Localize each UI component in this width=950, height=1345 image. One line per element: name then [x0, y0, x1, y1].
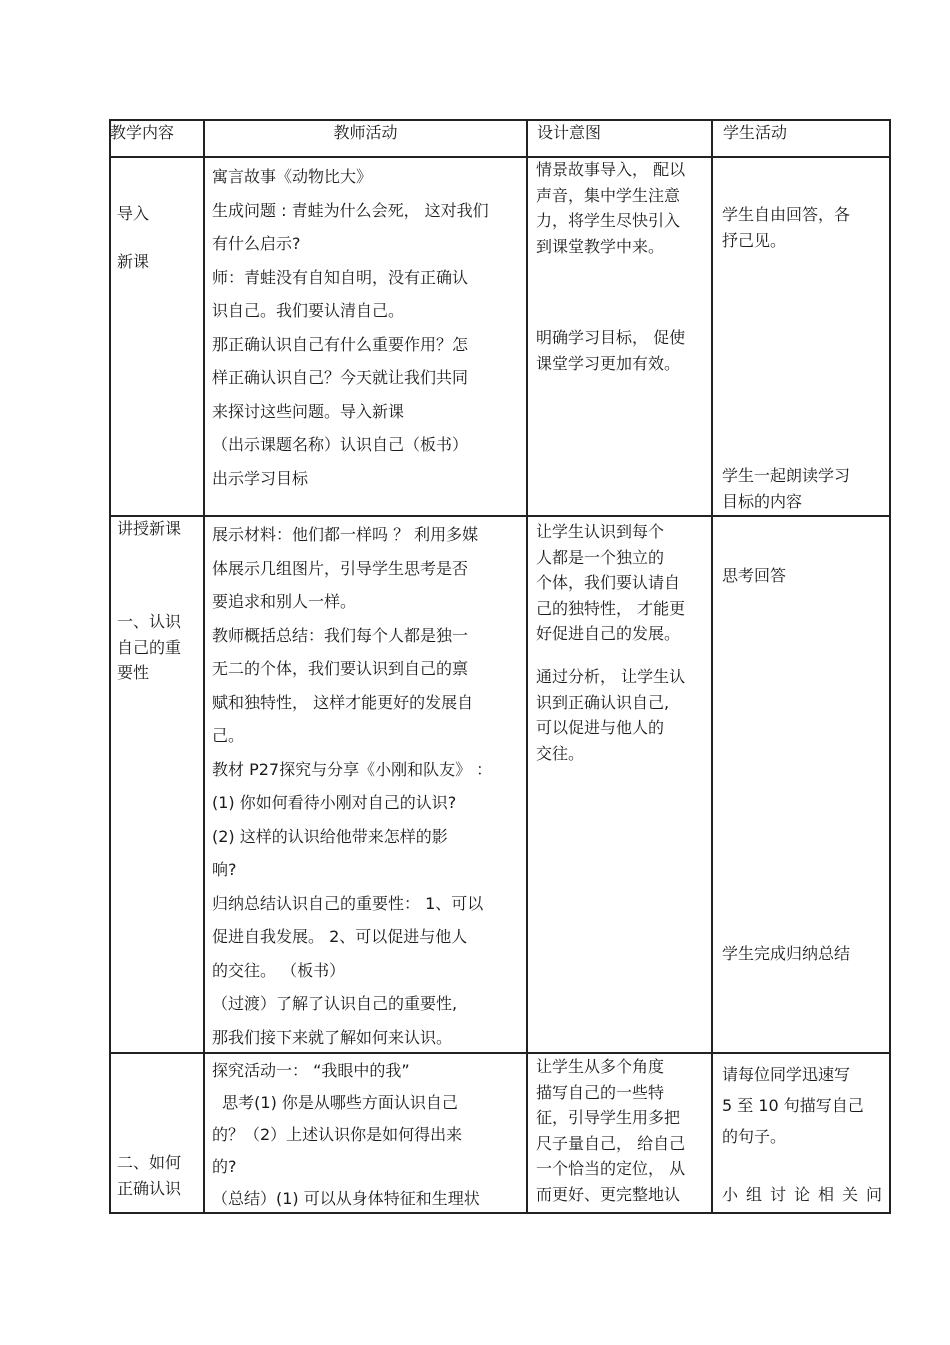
row2-design-line: 让学生认识到每个 — [536, 522, 665, 541]
row1-teacher-line: 样正确认识自己？今天就让我们共同 — [212, 368, 469, 387]
row2-teacher-line: 展示材料：他们都一样吗 ？ 利用多媒 — [212, 525, 479, 544]
row2-teacher-line: 己。 — [212, 726, 245, 745]
row2-student-b — [722, 941, 850, 967]
row1-design-b — [536, 325, 685, 376]
row1-student-line: 抒己见。 — [722, 230, 787, 250]
row3-content-line: 正确认识 — [117, 1178, 182, 1198]
row3-design-line: 而更好、更完整地认 — [536, 1184, 681, 1204]
row3-design-line: 让学生从多个角度 — [536, 1057, 665, 1076]
row2-teacher-line: （过渡）了解了认识自己的重要性, — [212, 994, 458, 1013]
row3-design — [536, 1054, 685, 1207]
row3-student-line: 5 至 10 句描写自己 — [722, 1096, 864, 1115]
row2-teacher-line: 无二的个体，我们要认识到自己的禀 — [212, 659, 469, 678]
row1-teacher-line: 那正确认识自己有什么重要作用？怎 — [212, 334, 469, 354]
row1-teacher-line: 来探讨这些问题。导入新课 — [212, 401, 405, 421]
row1-teacher-line: （出示课题名称）认识自己（板书） — [212, 435, 469, 454]
row2-content-heading: 讲授新课 — [117, 519, 182, 538]
row2-teacher-line: (2) 这样的认识给他带来怎样的影 — [212, 826, 448, 846]
row1-design-a — [536, 157, 685, 259]
table-rule-col1 — [203, 119, 205, 1214]
table-rule-row1 — [109, 515, 891, 517]
row2-teacher — [212, 518, 492, 1054]
row3-teacher-line: 探究活动一： “我眼中的我” — [212, 1061, 410, 1080]
row3-student-line: 的句子。 — [722, 1127, 787, 1146]
table-rule-col2 — [526, 119, 528, 1214]
row1-student-b — [722, 463, 850, 514]
row3-design-line: 尺子量自己， 给自己 — [536, 1133, 686, 1153]
row2-design-line: 己的独特性， 才能更 — [536, 598, 686, 618]
row1-student-line: 目标的内容 — [722, 491, 803, 511]
header-teacher-label: 教师活动 — [333, 123, 398, 142]
row2-student-line: 学生完成归纳总结 — [722, 944, 851, 963]
row3-teacher-line: 的？（2）上述认识你是如何得出来 — [212, 1125, 463, 1144]
header-student — [723, 122, 787, 144]
row1-teacher-line: 寓言故事《动物比大》 — [212, 167, 373, 186]
row1-student-line: 学生自由回答，各 — [722, 205, 851, 224]
row1-design-line: 到课堂教学中来。 — [536, 236, 665, 256]
row2-design-line: 人都是一个独立的 — [536, 547, 665, 567]
row1-teacher-line: 识自己。我们要认清自己。 — [212, 301, 405, 320]
row2-teacher-line: 赋和独特性， 这样才能更好的发展自 — [212, 692, 474, 712]
row1-student-a — [722, 202, 850, 253]
row2-design-b — [536, 664, 685, 766]
row3-design-line: 征，引导学生用多把 — [536, 1108, 681, 1127]
row3-design-line: 描写自己的一些特 — [536, 1082, 665, 1102]
row2-design-line: 通过分析， 让学生认 — [536, 667, 686, 686]
row1-student-line: 学生一起朗读学习 — [722, 466, 851, 485]
row2-design-line: 识到正确认识自己, — [536, 692, 670, 712]
table-border-top — [109, 119, 891, 121]
row2-design-line: 可以促进与他人的 — [536, 718, 665, 737]
row2-teacher-line: 响? — [212, 860, 237, 879]
header-student-label: 学生活动 — [723, 123, 788, 142]
row2-student-a — [722, 563, 786, 589]
row2-student-line: 思考回答 — [722, 566, 787, 585]
table-rule-col3 — [711, 119, 713, 1214]
row2-teacher-line: 教师概括总结：我们每个人都是独一 — [212, 625, 469, 645]
row2-content-line: 一、认识 — [117, 612, 182, 631]
row3-teacher-line: 思考(1) 你是从哪些方面认识自己 — [212, 1093, 458, 1112]
row1-teacher-line: 出示学习目标 — [212, 468, 309, 488]
row2-teacher-line: 归纳总结认识自己的重要性： 1、可以 — [212, 893, 484, 913]
header-design — [537, 122, 601, 144]
row2-content-b — [117, 609, 181, 686]
table-border-left — [109, 119, 111, 1214]
row1-design-line: 明确学习目标， 促使 — [536, 328, 686, 347]
row2-teacher-line: 的交往。 （板书） — [212, 960, 346, 980]
row2-teacher-line: (1) 你如何看待小刚对自己的认识? — [212, 793, 457, 812]
row1-teacher-line: 生成问题 : 青蛙为什么会死， 这对我们 — [212, 200, 489, 220]
row3-student-a — [722, 1059, 864, 1152]
row2-content-line: 自己的重 — [117, 637, 182, 657]
row1-design-line: 情景故事导入， 配以 — [536, 160, 686, 179]
row1-design-line: 声音，集中学生注意 — [536, 185, 681, 205]
row1-teacher — [212, 160, 489, 495]
row1-teacher-line: 有什么启示? — [212, 234, 301, 253]
row2-teacher-line: 那我们接下来就了解如何来认识。 — [212, 1027, 453, 1047]
row1-design-line: 课堂学习更加有效。 — [536, 353, 681, 373]
row1-teacher-line: 师：青蛙没有自知自明，没有正确认 — [212, 267, 469, 287]
row1-content — [117, 203, 149, 273]
row3-teacher — [212, 1055, 480, 1215]
row3-content — [117, 1150, 181, 1201]
row3-teacher-line: 的? — [212, 1157, 237, 1176]
row3-content-line: 二、如何 — [117, 1153, 182, 1172]
row2-design-line: 交往。 — [536, 743, 585, 763]
row2-teacher-line: 要追求和别人一样。 — [212, 592, 357, 611]
row2-design-a — [536, 519, 685, 647]
table-border-right — [889, 119, 891, 1214]
row3-teacher-line: （总结）(1) 可以从身体特征和生理状 — [212, 1189, 480, 1208]
row2-content-line: 要性 — [117, 663, 150, 682]
row1-content-line: 导入 — [117, 204, 150, 223]
row3-student-line: 小组讨论相关问 — [722, 1185, 891, 1204]
lesson-plan-table — [109, 119, 891, 1214]
row3-student-line: 请每位同学迅速写 — [722, 1065, 851, 1084]
header-content-label: 教学内容 — [110, 123, 175, 142]
header-design-label: 设计意图 — [537, 123, 602, 142]
row2-teacher-line: 教材 P27探究与分享《小刚和队友》 ： — [212, 759, 493, 779]
row3-student-b — [722, 1182, 890, 1208]
row2-teacher-line: 体展示几组图片，引导学生思考是否 — [212, 558, 469, 578]
row2-design-line: 好促进自己的发展。 — [536, 624, 681, 643]
table-rule-header — [109, 156, 891, 158]
row2-design-line: 个体，我们要认请自 — [536, 573, 681, 592]
row1-design-line: 力，将学生尽快引入 — [536, 211, 681, 230]
header-content — [110, 122, 174, 144]
header-teacher — [205, 122, 526, 144]
row3-design-line: 一个恰当的定位， 从 — [536, 1159, 686, 1178]
row1-content-line: 新课 — [117, 252, 150, 271]
row2-teacher-line: 促进自我发展。 2、可以促进与他人 — [212, 927, 468, 946]
row2-content-a — [117, 518, 181, 540]
